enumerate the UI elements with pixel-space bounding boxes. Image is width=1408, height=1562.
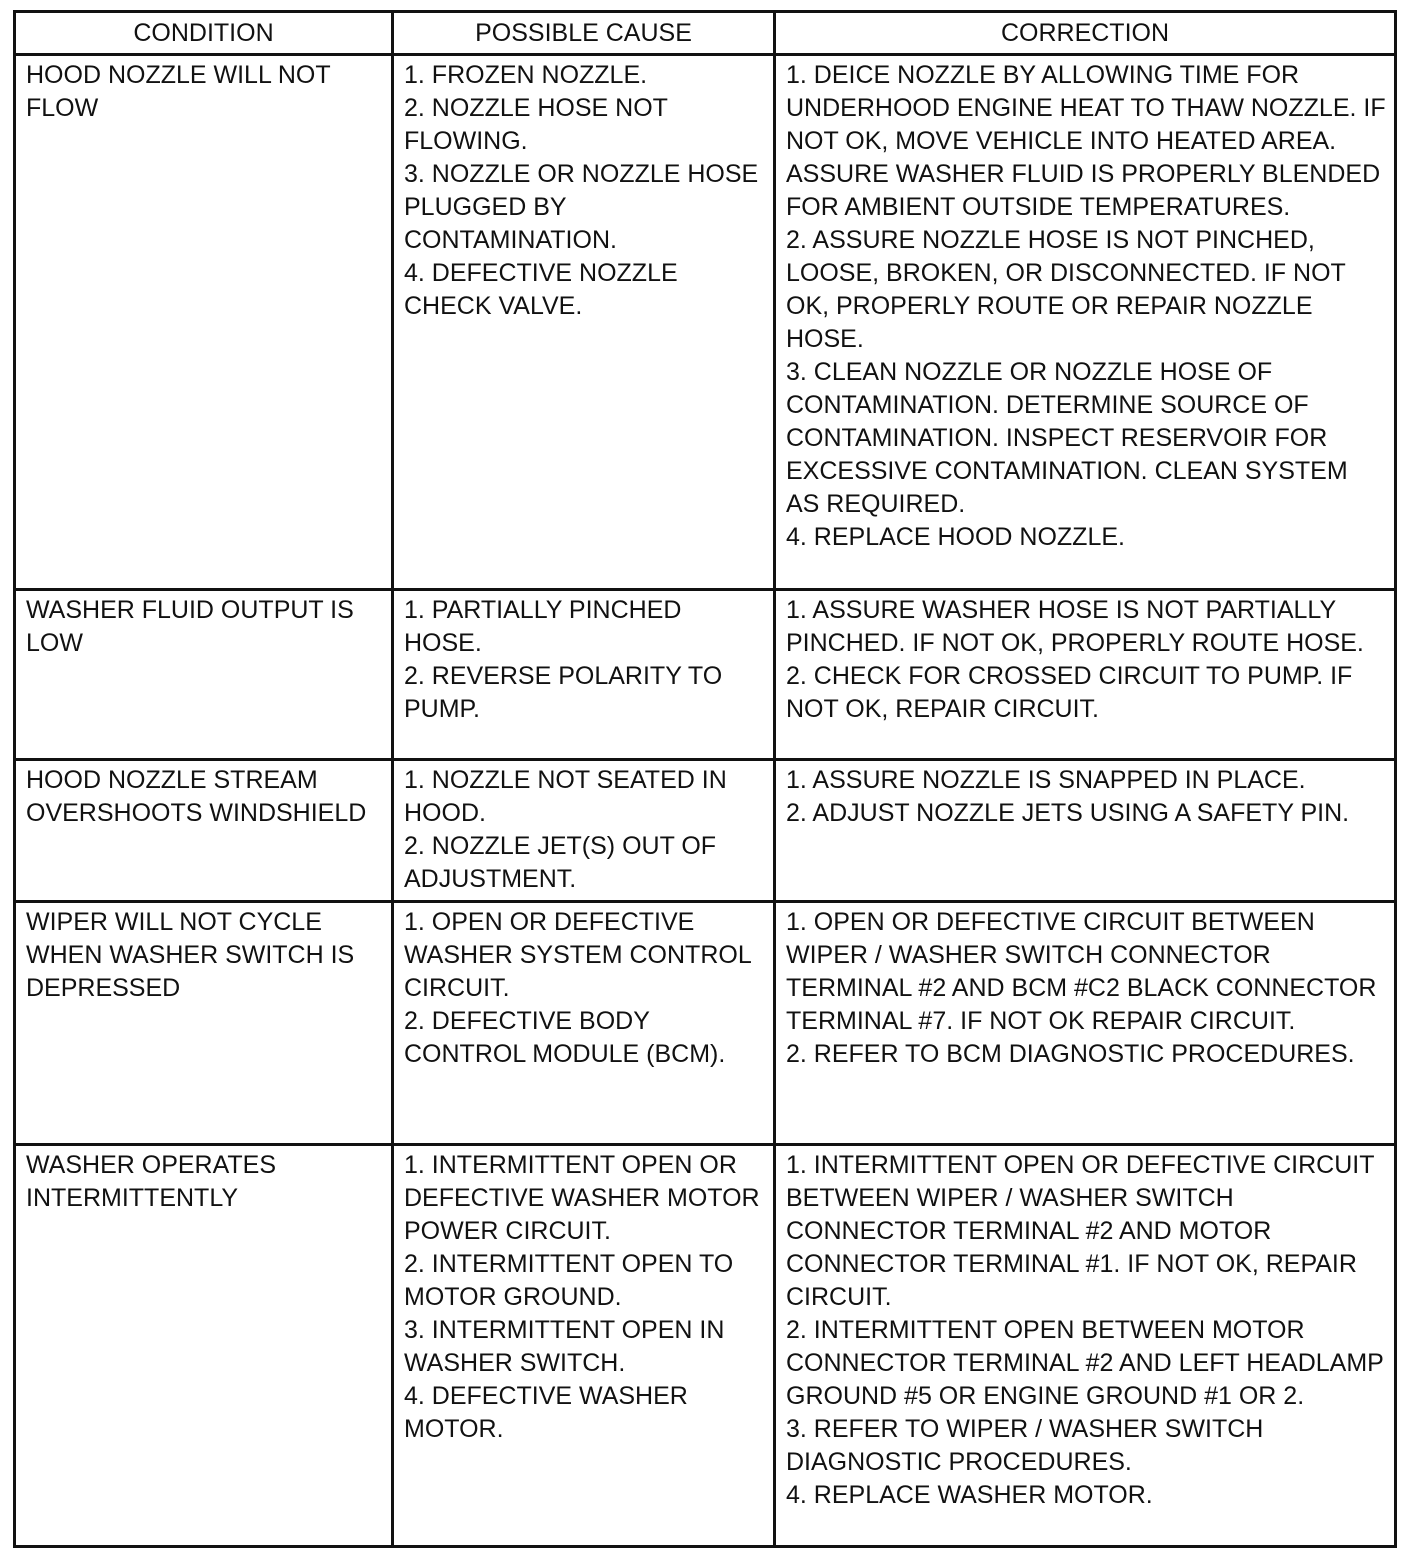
cause-item: 2. REVERSE POLARITY TO PUMP. (404, 662, 723, 723)
correction-cell (775, 902, 1396, 1145)
correction-item: 2. CHECK FOR CROSSED CIRCUIT TO PUMP. IF NOT OK, REPAIR CIRCUIT. (786, 662, 1353, 723)
correction-item: 1. INTERMITTENT OPEN OR DEFECTIVE CIRCUIT BETWEEN WIPER / WASHER SWITCH CONNECTOR TERMINAL #2 AND MOTOR CONNECTOR TERMINAL #1. IF NOT OK, REPAIR CIRCUIT. (786, 1151, 1375, 1311)
condition-cell: HOOD NOZZLE STREAM OVERSHOOTS WINDSHIELD (15, 760, 393, 902)
cause-item: 1. NOZZLE NOT SEATED IN HOOD. (404, 766, 727, 827)
table-row (15, 760, 1396, 902)
correction-item: 1. ASSURE NOZZLE IS SNAPPED IN PLACE. (786, 766, 1306, 794)
cause-item: 2. INTERMITTENT OPEN TO MOTOR GROUND. (404, 1250, 734, 1311)
correction-cell (775, 1145, 1396, 1547)
correction-item: 2. INTERMITTENT OPEN BETWEEN MOTOR CONNECTOR TERMINAL #2 AND LEFT HEADLAMP GROUND #5 OR ENGINE GROUND #1 OR 2. (786, 1316, 1384, 1410)
cause-item: 1. OPEN OR DEFECTIVE WASHER SYSTEM CONTROL CIRCUIT. (404, 908, 751, 1002)
correction-cell (775, 55, 1396, 590)
correction-item: 1. ASSURE WASHER HOSE IS NOT PARTIALLY PINCHED. IF NOT OK, PROPERLY ROUTE HOSE. (786, 596, 1364, 657)
cause-item: 3. NOZZLE OR NOZZLE HOSE PLUGGED BY CONTAMINATION. (404, 160, 759, 254)
diagnosis-table (13, 10, 1397, 1548)
condition-cell: WASHER OPERATES INTERMITTENTLY (15, 1145, 393, 1547)
correction-item: 2. ADJUST NOZZLE JETS USING A SAFETY PIN. (786, 799, 1350, 827)
cause-item: 3. INTERMITTENT OPEN IN WASHER SWITCH. (404, 1316, 725, 1377)
condition-cell: HOOD NOZZLE WILL NOT FLOW (15, 55, 393, 590)
correction-item: 3. CLEAN NOZZLE OR NOZZLE HOSE OF CONTAMINATION. DETERMINE SOURCE OF CONTAMINATION. INSPECT RESERVOIR FOR EXCESSIVE CONTAMINATION. CLEAN SYSTEM AS REQUIRED. (786, 358, 1348, 518)
table-row (15, 55, 1396, 590)
cause-item: 2. DEFECTIVE BODY CONTROL MODULE (BCM). (404, 1007, 726, 1068)
cause-item: 1. PARTIALLY PINCHED HOSE. (404, 596, 682, 657)
header-correction: CORRECTION (775, 12, 1396, 55)
condition-cell: WIPER WILL NOT CYCLE WHEN WASHER SWITCH IS DEPRESSED (15, 902, 393, 1145)
cause-cell (393, 590, 775, 760)
header-condition: CONDITION (15, 12, 393, 55)
correction-item: 1. OPEN OR DEFECTIVE CIRCUIT BETWEEN WIPER / WASHER SWITCH CONNECTOR TERMINAL #2 AND BCM #C2 BLACK CONNECTOR TERMINAL #7. IF NOT OK REPAIR CIRCUIT. (786, 908, 1377, 1035)
cause-item: 4. DEFECTIVE WASHER MOTOR. (404, 1382, 688, 1443)
correction-item: 2. ASSURE NOZZLE HOSE IS NOT PINCHED, LOOSE, BROKEN, OR DISCONNECTED. IF NOT OK, PROPERLY ROUTE OR REPAIR NOZZLE HOSE. (786, 226, 1346, 353)
cause-item: 1. INTERMITTENT OPEN OR DEFECTIVE WASHER MOTOR POWER CIRCUIT. (404, 1151, 760, 1245)
correction-item: 2. REFER TO BCM DIAGNOSTIC PROCEDURES. (786, 1040, 1355, 1068)
correction-item: 1. DEICE NOZZLE BY ALLOWING TIME FOR UNDERHOOD ENGINE HEAT TO THAW NOZZLE. IF NOT OK, MOVE VEHICLE INTO HEATED AREA. ASSURE WASHER FLUID IS PROPERLY BLENDED FOR AMBIENT OUTSIDE TEMPERATURES. (786, 61, 1386, 221)
table-row (15, 1145, 1396, 1547)
header-possible-cause: POSSIBLE CAUSE (393, 12, 775, 55)
correction-item: 4. REPLACE WASHER MOTOR. (786, 1481, 1153, 1509)
correction-item: 3. REFER TO WIPER / WASHER SWITCH DIAGNOSTIC PROCEDURES. (786, 1415, 1264, 1476)
header-row (15, 12, 1396, 55)
document-page (13, 10, 1394, 1548)
condition-cell: WASHER FLUID OUTPUT IS LOW (15, 590, 393, 760)
correction-item: 4. REPLACE HOOD NOZZLE. (786, 523, 1125, 551)
cause-cell (393, 902, 775, 1145)
table-row (15, 590, 1396, 760)
cause-item: 2. NOZZLE JET(S) OUT OF ADJUSTMENT. (404, 832, 717, 893)
correction-cell (775, 760, 1396, 902)
correction-cell (775, 590, 1396, 760)
cause-cell (393, 55, 775, 590)
cause-cell (393, 1145, 775, 1547)
cause-item: 2. NOZZLE HOSE NOT FLOWING. (404, 94, 668, 155)
cause-item: 1. FROZEN NOZZLE. (404, 61, 648, 89)
cause-cell (393, 760, 775, 902)
cause-item: 4. DEFECTIVE NOZZLE CHECK VALVE. (404, 259, 678, 320)
table-row (15, 902, 1396, 1145)
